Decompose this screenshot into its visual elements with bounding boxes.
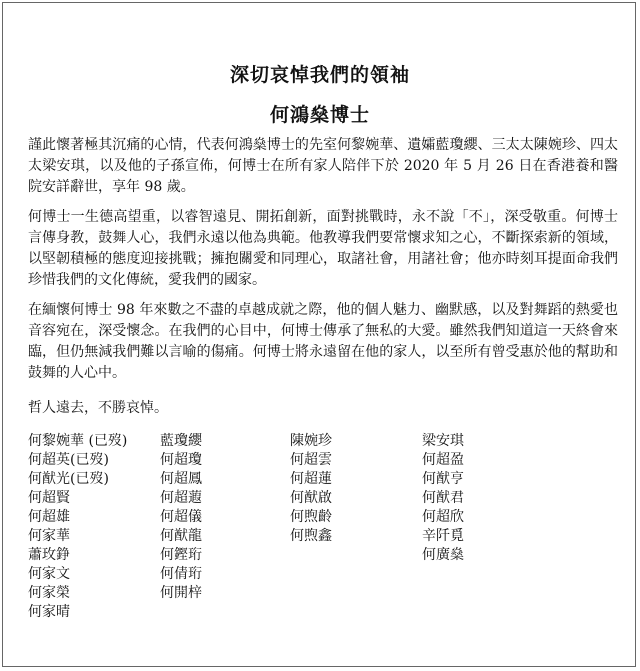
- signatory-name: 何鏗珩: [160, 547, 202, 563]
- signatory-name: 何超盈: [422, 452, 464, 468]
- signatory-name: 何超蓮: [290, 471, 332, 487]
- signatory-column-3: [290, 432, 332, 546]
- signatory-name: 何超雄: [28, 509, 70, 525]
- signatory-name: 何黎婉華 (已歿): [28, 433, 128, 449]
- paragraph-announcement: 謹此懷著極其沉痛的心情，代表何鴻燊博士的先室何黎婉華、遺孀藍瓊纓、三太太陳婉珍、四太太梁安琪，以及他的子孫宣佈，何博士在所有家人陪伴下於 2020 年 5 月 26 日在香港養和醫院安詳辭世，享年 98 歲。: [28, 137, 618, 195]
- signatory-name: 何超瓊: [160, 452, 202, 468]
- signatory-name: 何開梓: [160, 585, 202, 601]
- closing-line: 哲人遠去，不勝哀悼。: [28, 400, 168, 416]
- signatory-name: 何家華: [28, 528, 70, 544]
- signatory-name: 梁安琪: [422, 433, 464, 449]
- signatory-name: 辛阡覓: [422, 528, 464, 544]
- signatory-name: 何猷啟: [290, 490, 332, 506]
- paragraph-legacy: 何博士一生德高望重，以睿智遠見、開拓創新，面對挑戰時，永不說「不」，深受敬重。何博士言傳身教，鼓舞人心，我們永遠以他為典範。他教導我們要常懷求知之心，不斷探索新的領域，以堅韌積極的態度迎接挑戰；擁抱關愛和同理心，取諸社會，用諸社會；他亦時刻耳提面命我們珍惜我們的文化傳統，愛我們的國家。: [28, 209, 618, 288]
- signatory-name: 何猷光(已歿): [28, 471, 109, 487]
- signatory-name: 藍瓊纓: [160, 433, 202, 449]
- signatory-name: 何廣燊: [422, 547, 464, 563]
- signatory-name: 何超英(已歿): [28, 452, 109, 468]
- signatory-name: 何猷君: [422, 490, 464, 506]
- signatory-name: 何猷龍: [160, 528, 202, 544]
- obituary-subtitle-name: 何鴻燊博士: [269, 104, 370, 126]
- signatory-name: 何超鳳: [160, 471, 202, 487]
- signatory-column-4: [422, 432, 464, 565]
- signatory-name: 何家文: [28, 566, 70, 582]
- signatory-name: 何家榮: [28, 585, 70, 601]
- signatory-name: 何倩珩: [160, 566, 202, 582]
- signatory-name: 何猷亨: [422, 471, 464, 487]
- signatory-name: 何超賢: [28, 490, 70, 506]
- signatory-name: 蕭玫錚: [28, 547, 70, 563]
- signatory-name: 何家晴: [28, 604, 70, 620]
- signatory-name: 何超欣: [422, 509, 464, 525]
- signatory-name: 何煦齡: [290, 509, 332, 525]
- signatory-name: 何超蕸: [160, 490, 202, 506]
- signatory-name: 何超雲: [290, 452, 332, 468]
- paragraph-remembrance: 在緬懷何博士 98 年來數之不盡的卓越成就之際，他的個人魅力、幽默感，以及對舞蹈的熱愛也音容宛在，深受懷念。在我們的心目中，何博士傳承了無私的大愛。雖然我們知道這一天終會來臨，但仍無減我們難以言喻的傷痛。何博士將永遠留在他的家人，以至所有曾受惠於他的幫助和鼓舞的人心中。: [28, 302, 618, 381]
- signatory-column-2: [160, 432, 202, 603]
- signatory-name: 何煦鑫: [290, 528, 332, 544]
- signatory-name: 何超儀: [160, 509, 202, 525]
- signatory-column-1: [28, 432, 127, 622]
- obituary-title: 深切哀悼我們的領袖: [229, 64, 410, 86]
- signatory-name: 陳婉珍: [290, 433, 332, 449]
